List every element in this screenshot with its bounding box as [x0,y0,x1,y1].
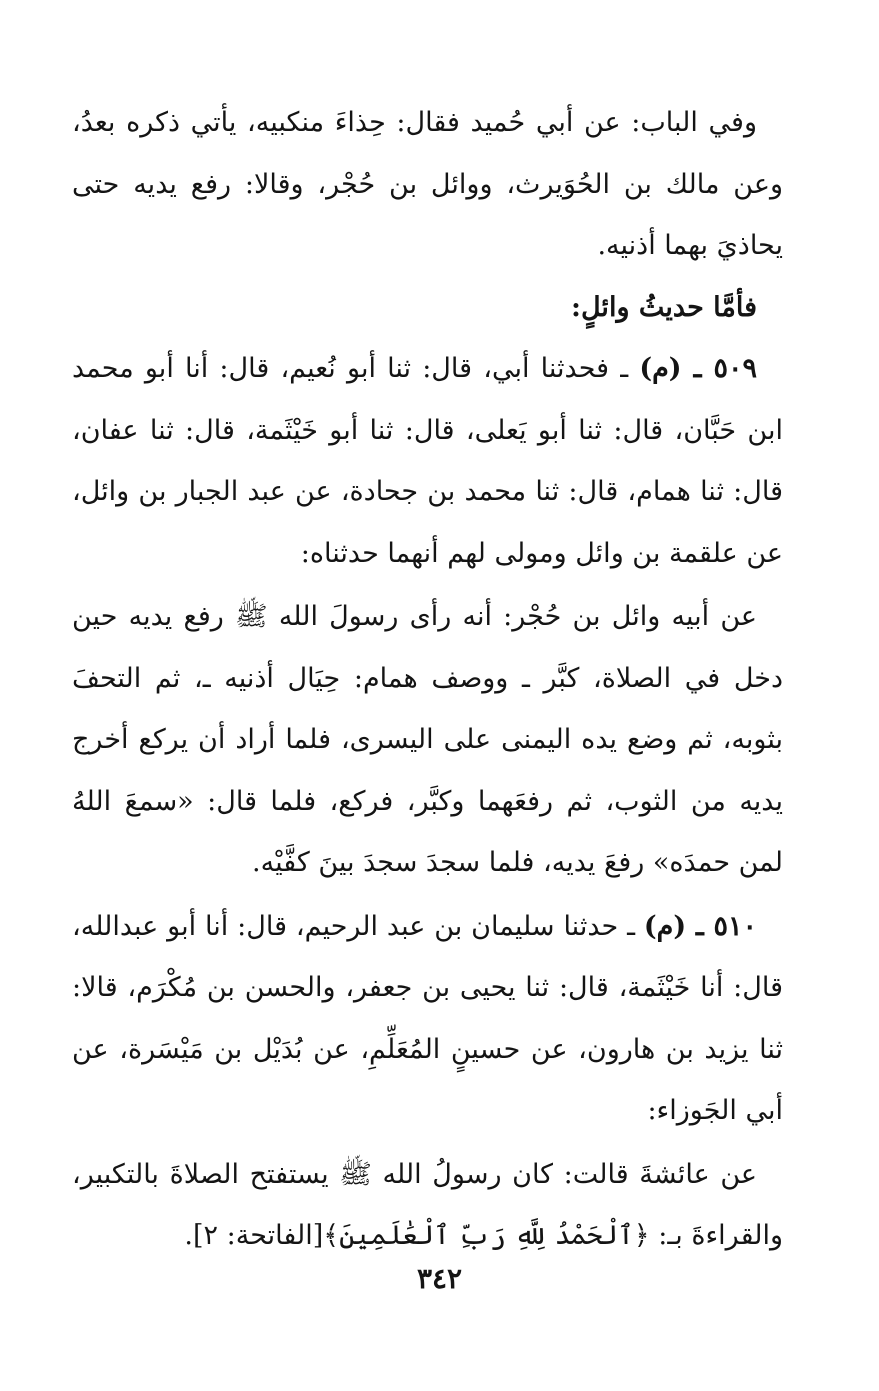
page-number: ٣٤٢ [416,1262,463,1295]
hadith-510-body: عن عائشةَ قالت: كان رسولُ الله ﷺ يستفتح الصلاةَ بالتكبير، والقراءةَ بـ: [72,1158,783,1251]
hadith-509-chain-text: ـ فحدثنا أبي، قال: ثنا أبو نُعيم، قال: أنا أبو محمد ابن حَبَّان، قال: ثنا أبو يَعلى، قال: ثنا أبو خَيْثَمة، قال: ثنا عفان، قال: ثنا همام، قال: ثنا محمد بن جحادة، عن عبد الجبار بن وائل، عن علقمة بن وائل ومولى لهم أنهما حدثناه: [72,353,783,569]
paragraph-intro [72,92,783,277]
hadith-510-text [72,1144,783,1267]
quran-reference: [الفاتحة: ٢] [192,1220,324,1251]
hadith-509-body: عن أبيه وائل بن حُجْر: أنه رأى رسولَ الله ﷺ رفع يديه حين دخل في الصلاة، كبَّر ـ ووصف همام: حِيَال أذنيه ـ، ثم التحفَ بثوبه، ثم وضع يده اليمنى على اليسرى، فلما أراد أن يركع أخرج يديه من الثوب، ثم رفعَهما وكبَّر، فركع، فلما قال: «سمعَ اللهُ لمن حمدَه» رفعَ يديه، فلما سجدَ سجدَ بينَ كفَّيْه. [72,601,783,878]
section-heading [72,277,783,339]
hadith-509-text [72,586,783,894]
body-text [72,92,783,1267]
section-heading-text: فأمَّا حديثُ وائلٍ: [571,291,757,323]
hadith-509-chain [72,338,783,584]
paragraph-intro-text: وفي الباب: عن أبي حُميد فقال: حِذاءَ منكبيه، يأتي ذكره بعدُ، وعن مالك بن الحُوَيرث، ووائل بن حُجْر، وقالا: رفع يديه حتى يحاذيَ بهما أذنيه. [72,107,783,261]
hadith-510-chain-text: ـ حدثنا سليمان بن عبد الرحيم، قال: أنا أبو عبدالله، قال: أنا خَيْثَمة، قال: ثنا يحيى بن جعفر، والحسن بن مُكْرَم، قالا: ثنا يزيد بن هارون، عن حسينٍ المُعَلِّمِ، عن بُدَيْل بن مَيْسَرة، عن أبي الجَوزاء: [72,910,783,1126]
hadith-510-number: ٥١٠ ـ (م) [643,910,757,942]
hadith-509-number: ٥٠٩ ـ (م) [639,353,757,384]
paragraph-end-mark: . [184,1220,193,1251]
hadith-510-chain [72,896,783,1142]
quran-verse: ﴿ٱلْحَمْدُ لِلَّهِ رَبِّ ٱلْعَٰلَمِينَ﴾ [323,1220,650,1251]
